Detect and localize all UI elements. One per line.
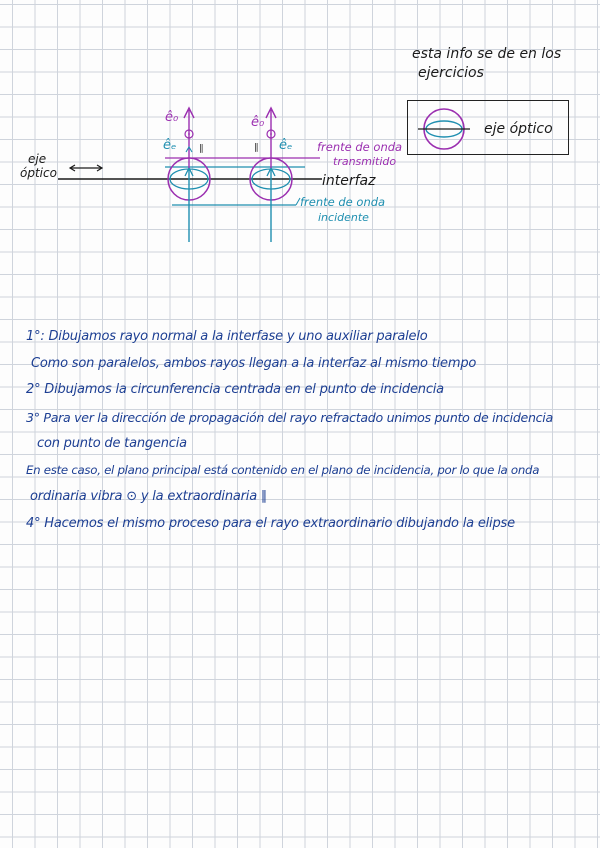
eo-right-label: ê₀	[251, 115, 265, 130]
birefringence-diagram	[0, 0, 600, 260]
header-note-line2: ejercicios	[418, 65, 484, 81]
header-note-line1: esta info se de en los	[412, 46, 562, 62]
note-line: con punto de tangencia	[37, 436, 187, 451]
ee-right-label: êₑ	[279, 138, 293, 153]
legend-label: eje óptico	[484, 121, 553, 137]
optic-axis-label-line2: óptico	[20, 166, 57, 180]
transmitted-front-label-line1: frente de onda	[317, 140, 403, 154]
note-line: 2° Dibujamos la circunferencia centrada en el punto de incidencia	[26, 382, 444, 397]
parallel-left-mark: ∥	[199, 144, 204, 154]
interface-label: interfaz	[322, 173, 376, 189]
ee-left-label: êₑ	[163, 138, 177, 153]
incident-front-label-line2: incidente	[318, 211, 369, 224]
left-incidence-point	[168, 108, 210, 242]
transmitted-front-label-line2: transmitido	[333, 155, 397, 168]
parallel-right-mark: ∥	[254, 143, 259, 153]
note-line: En este caso, el plano principal está contenido en el plano de incidencia, por lo que la onda	[26, 463, 540, 477]
optic-axis-label-line1: eje	[28, 152, 47, 166]
note-line: ordinaria vibra ⊙ y la extraordinaria ∥	[30, 489, 268, 504]
note-line: 4° Hacemos el mismo proceso para el rayo extraordinario dibujando la elipse	[26, 516, 515, 531]
eo-left-label: ê₀	[165, 110, 179, 125]
note-line: 1°: Dibujamos rayo normal a la interfase y uno auxiliar paralelo	[26, 329, 428, 344]
note-line: Como son paralelos, ambos rayos llegan a la interfaz al mismo tiempo	[31, 356, 477, 371]
note-line: 3° Para ver la dirección de propagación del rayo refractado unimos punto de incidencia	[26, 410, 553, 425]
optic-axis-arrow-icon	[70, 165, 102, 171]
incident-front-label-line1: frente de onda	[300, 195, 386, 209]
